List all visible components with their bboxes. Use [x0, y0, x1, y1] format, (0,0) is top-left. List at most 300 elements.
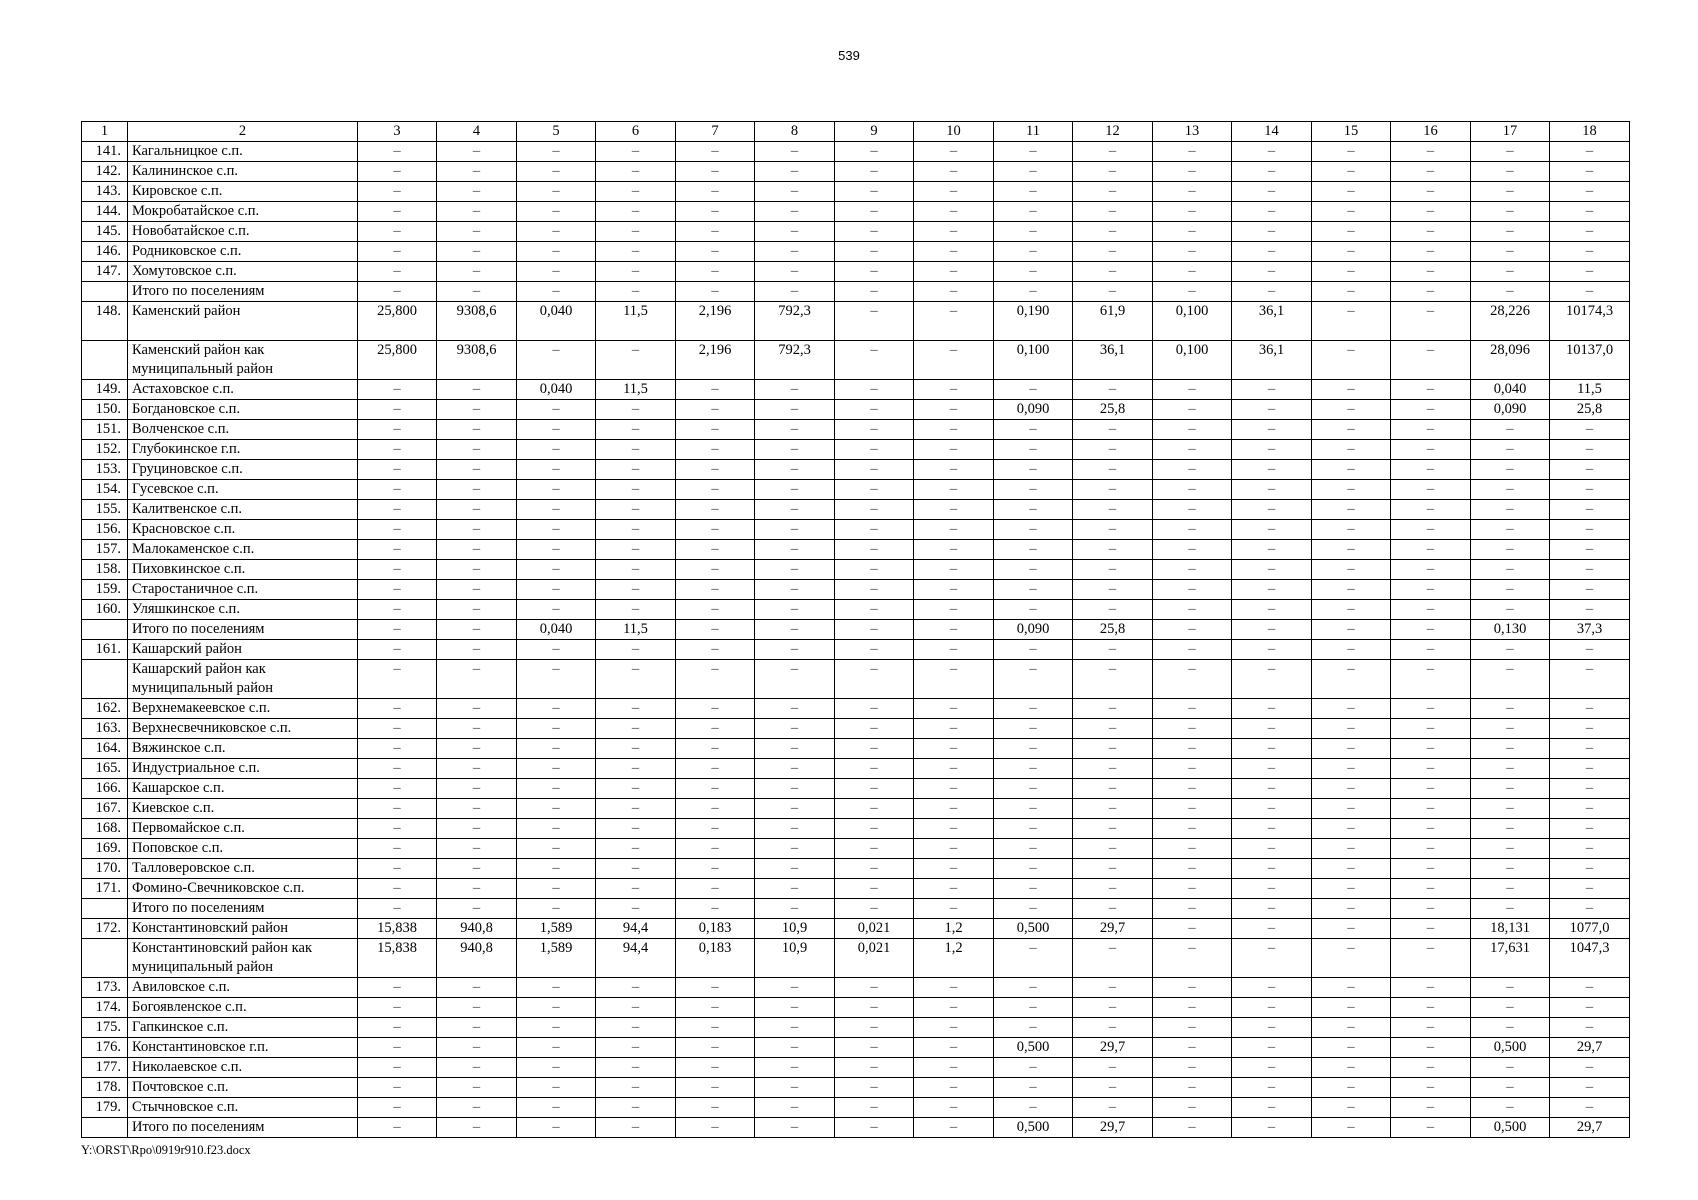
value-cell: – — [835, 1038, 914, 1058]
value-cell: – — [1312, 839, 1391, 859]
settlement-name: Николаевское с.п. — [128, 1058, 358, 1078]
settlement-name: Старостаничное с.п. — [128, 580, 358, 600]
page-number: 539 — [838, 48, 860, 63]
value-cell: – — [1391, 739, 1471, 759]
value-cell: – — [437, 779, 517, 799]
value-cell: – — [1391, 779, 1471, 799]
row-number: 162. — [82, 699, 128, 719]
value-cell: – — [517, 1118, 596, 1138]
value-cell: – — [1471, 739, 1550, 759]
value-cell: – — [1153, 879, 1232, 899]
value-cell: – — [1153, 919, 1232, 939]
table-row — [82, 879, 1630, 899]
value-cell: – — [517, 719, 596, 739]
settlement-name: Кашарский район — [128, 640, 358, 660]
value-cell: – — [1391, 182, 1471, 202]
value-cell: – — [1232, 282, 1312, 302]
row-number: 142. — [82, 162, 128, 182]
value-cell: – — [1232, 879, 1312, 899]
value-cell: 1077,0 — [1550, 919, 1630, 939]
column-header: 4 — [437, 122, 517, 142]
value-cell: – — [914, 719, 994, 739]
table-row — [82, 620, 1630, 640]
value-cell: – — [1073, 380, 1153, 400]
value-cell: – — [676, 640, 755, 660]
value-cell: – — [1312, 520, 1391, 540]
value-cell: – — [914, 799, 994, 819]
row-number: 161. — [82, 640, 128, 660]
value-cell: – — [1391, 859, 1471, 879]
value-cell: – — [835, 839, 914, 859]
value-cell: – — [437, 540, 517, 560]
value-cell: – — [755, 282, 835, 302]
value-cell: – — [596, 440, 676, 460]
value-cell: – — [596, 998, 676, 1018]
table-row — [82, 939, 1630, 978]
row-number: 158. — [82, 560, 128, 580]
value-cell: – — [1312, 1018, 1391, 1038]
value-cell: – — [358, 400, 437, 420]
settlement-name: Фомино-Свечниковское с.п. — [128, 879, 358, 899]
value-cell: – — [1312, 500, 1391, 520]
value-cell: – — [1232, 560, 1312, 580]
value-cell: – — [914, 480, 994, 500]
value-cell: – — [1073, 420, 1153, 440]
value-cell: – — [1073, 1078, 1153, 1098]
value-cell: – — [1312, 480, 1391, 500]
value-cell: – — [358, 799, 437, 819]
value-cell: – — [914, 580, 994, 600]
value-cell: – — [358, 380, 437, 400]
value-cell: – — [1232, 520, 1312, 540]
value-cell: – — [1073, 899, 1153, 919]
value-cell: – — [1073, 162, 1153, 182]
value-cell: – — [1153, 699, 1232, 719]
value-cell: – — [1153, 500, 1232, 520]
value-cell: – — [1073, 142, 1153, 162]
value-cell: – — [835, 341, 914, 380]
value-cell: – — [517, 341, 596, 380]
value-cell: 0,040 — [517, 620, 596, 640]
value-cell: – — [1153, 580, 1232, 600]
value-cell: – — [1232, 779, 1312, 799]
value-cell: – — [676, 859, 755, 879]
value-cell: – — [1153, 242, 1232, 262]
value-cell: – — [755, 460, 835, 480]
value-cell: – — [1550, 540, 1630, 560]
value-cell: – — [517, 580, 596, 600]
value-cell: – — [517, 242, 596, 262]
value-cell: – — [1232, 859, 1312, 879]
value-cell: – — [596, 799, 676, 819]
table-row — [82, 142, 1630, 162]
value-cell: – — [755, 839, 835, 859]
value-cell: – — [676, 202, 755, 222]
value-cell: – — [1391, 899, 1471, 919]
value-cell: – — [1391, 560, 1471, 580]
settlement-name: Киевское с.п. — [128, 799, 358, 819]
value-cell: – — [517, 420, 596, 440]
value-cell: – — [1153, 1098, 1232, 1118]
table-row — [82, 640, 1630, 660]
value-cell: – — [755, 998, 835, 1018]
value-cell: – — [1550, 1098, 1630, 1118]
value-cell: – — [1312, 460, 1391, 480]
value-cell: – — [676, 1098, 755, 1118]
value-cell: – — [358, 1098, 437, 1118]
value-cell: – — [1312, 879, 1391, 899]
value-cell: – — [1550, 699, 1630, 719]
value-cell: 0,190 — [994, 302, 1073, 341]
value-cell: – — [1232, 400, 1312, 420]
value-cell: – — [676, 400, 755, 420]
value-cell: – — [1073, 939, 1153, 978]
value-cell: – — [1391, 262, 1471, 282]
value-cell: – — [1073, 202, 1153, 222]
value-cell: 0,100 — [1153, 341, 1232, 380]
value-cell: – — [676, 262, 755, 282]
value-cell: 0,183 — [676, 939, 755, 978]
value-cell: – — [994, 520, 1073, 540]
value-cell: – — [835, 480, 914, 500]
value-cell: – — [1153, 719, 1232, 739]
value-cell: – — [358, 1118, 437, 1138]
column-header: 10 — [914, 122, 994, 142]
value-cell: – — [1471, 640, 1550, 660]
settlement-name: Талловеровское с.п. — [128, 859, 358, 879]
value-cell: – — [517, 640, 596, 660]
value-cell: – — [1073, 699, 1153, 719]
value-cell: – — [1312, 1118, 1391, 1138]
value-cell: – — [596, 202, 676, 222]
value-cell: – — [1550, 879, 1630, 899]
row-number: 171. — [82, 879, 128, 899]
value-cell: – — [755, 779, 835, 799]
value-cell: – — [1232, 978, 1312, 998]
value-cell: – — [1232, 759, 1312, 779]
value-cell: – — [1153, 262, 1232, 282]
value-cell: – — [1471, 859, 1550, 879]
value-cell: 11,5 — [1550, 380, 1630, 400]
value-cell: – — [358, 242, 437, 262]
value-cell: – — [1232, 222, 1312, 242]
row-number: 178. — [82, 1078, 128, 1098]
value-cell: – — [914, 978, 994, 998]
settlement-name: Груциновское с.п. — [128, 460, 358, 480]
row-number: 146. — [82, 242, 128, 262]
value-cell: – — [596, 540, 676, 560]
value-cell: – — [835, 600, 914, 620]
value-cell: – — [1232, 202, 1312, 222]
value-cell: 11,5 — [596, 380, 676, 400]
value-cell: – — [437, 520, 517, 540]
value-cell: – — [1471, 500, 1550, 520]
settlement-name: Малокаменское с.п. — [128, 540, 358, 560]
value-cell: – — [835, 899, 914, 919]
table-row — [82, 540, 1630, 560]
value-cell: – — [1391, 341, 1471, 380]
value-cell: – — [676, 222, 755, 242]
value-cell: – — [358, 739, 437, 759]
value-cell: – — [1232, 420, 1312, 440]
row-number: 159. — [82, 580, 128, 600]
value-cell: – — [596, 520, 676, 540]
row-number: 150. — [82, 400, 128, 420]
value-cell: – — [1232, 242, 1312, 262]
column-header: 13 — [1153, 122, 1232, 142]
value-cell: – — [755, 142, 835, 162]
value-cell: – — [596, 341, 676, 380]
value-cell: – — [517, 1078, 596, 1098]
value-cell: – — [437, 1058, 517, 1078]
value-cell: – — [596, 182, 676, 202]
value-cell: – — [358, 699, 437, 719]
value-cell: – — [517, 142, 596, 162]
settlement-name: Константиновский район — [128, 919, 358, 939]
value-cell: – — [1073, 282, 1153, 302]
value-cell: – — [1232, 1098, 1312, 1118]
value-cell: – — [1153, 660, 1232, 699]
value-cell: – — [1391, 202, 1471, 222]
value-cell: – — [437, 839, 517, 859]
value-cell: – — [755, 719, 835, 739]
value-cell: – — [1471, 282, 1550, 302]
value-cell: – — [835, 540, 914, 560]
value-cell: – — [1471, 1098, 1550, 1118]
row-number: 172. — [82, 919, 128, 939]
value-cell: – — [437, 222, 517, 242]
value-cell: – — [835, 302, 914, 341]
value-cell: – — [1073, 719, 1153, 739]
value-cell: – — [517, 839, 596, 859]
value-cell: – — [1073, 500, 1153, 520]
value-cell: – — [1550, 600, 1630, 620]
value-cell: – — [1073, 1098, 1153, 1118]
value-cell: – — [437, 1018, 517, 1038]
value-cell: – — [676, 460, 755, 480]
value-cell: – — [437, 242, 517, 262]
value-cell: – — [914, 859, 994, 879]
value-cell: – — [1312, 202, 1391, 222]
value-cell: – — [994, 500, 1073, 520]
value-cell: – — [1312, 1078, 1391, 1098]
value-cell: – — [437, 719, 517, 739]
value-cell: – — [676, 759, 755, 779]
value-cell: – — [1312, 640, 1391, 660]
value-cell: 0,040 — [517, 302, 596, 341]
row-number: 153. — [82, 460, 128, 480]
value-cell: 29,7 — [1073, 1038, 1153, 1058]
value-cell: – — [358, 1058, 437, 1078]
value-cell: – — [1471, 142, 1550, 162]
value-cell: – — [835, 142, 914, 162]
value-cell: – — [755, 480, 835, 500]
value-cell: – — [1153, 380, 1232, 400]
value-cell: – — [1471, 600, 1550, 620]
column-header: 15 — [1312, 122, 1391, 142]
value-cell: – — [1232, 162, 1312, 182]
settlement-name: Верхнесвечниковское с.п. — [128, 719, 358, 739]
settlement-name: Константиновский район как муниципальный район — [128, 939, 358, 978]
value-cell: 0,500 — [1471, 1038, 1550, 1058]
value-cell: – — [437, 799, 517, 819]
value-cell: – — [596, 879, 676, 899]
value-cell: – — [1312, 998, 1391, 1018]
value-cell: – — [1471, 182, 1550, 202]
value-cell: – — [1550, 142, 1630, 162]
value-cell: – — [437, 202, 517, 222]
value-cell: 1,589 — [517, 919, 596, 939]
value-cell: – — [1153, 939, 1232, 978]
table-row — [82, 182, 1630, 202]
value-cell: – — [1153, 600, 1232, 620]
value-cell: 9308,6 — [437, 341, 517, 380]
row-number: 151. — [82, 420, 128, 440]
value-cell: – — [676, 739, 755, 759]
value-cell: – — [676, 699, 755, 719]
table-row — [82, 202, 1630, 222]
value-cell: 11,5 — [596, 302, 676, 341]
value-cell: – — [1391, 1078, 1471, 1098]
settlement-name: Уляшкинское с.п. — [128, 600, 358, 620]
value-cell: – — [1153, 779, 1232, 799]
settlement-name: Кашарский район как муниципальный район — [128, 660, 358, 699]
value-cell: – — [755, 1018, 835, 1038]
value-cell: – — [1232, 719, 1312, 739]
value-cell: – — [835, 819, 914, 839]
value-cell: – — [517, 1098, 596, 1118]
value-cell: – — [676, 660, 755, 699]
value-cell: – — [517, 660, 596, 699]
value-cell: – — [1391, 142, 1471, 162]
table-row — [82, 380, 1630, 400]
value-cell: – — [994, 998, 1073, 1018]
value-cell: – — [1550, 500, 1630, 520]
value-cell: – — [1153, 520, 1232, 540]
value-cell: – — [1312, 600, 1391, 620]
value-cell: – — [755, 560, 835, 580]
value-cell: – — [437, 1038, 517, 1058]
data-table — [81, 121, 1630, 1138]
value-cell: – — [1550, 799, 1630, 819]
value-cell: – — [1471, 998, 1550, 1018]
value-cell: – — [1153, 859, 1232, 879]
value-cell: 10,9 — [755, 919, 835, 939]
value-cell: – — [1391, 719, 1471, 739]
value-cell: – — [517, 799, 596, 819]
table-row — [82, 919, 1630, 939]
value-cell: – — [914, 142, 994, 162]
value-cell: – — [676, 500, 755, 520]
value-cell: – — [517, 480, 596, 500]
table-row — [82, 799, 1630, 819]
value-cell: – — [596, 480, 676, 500]
settlement-name: Итого по поселениям — [128, 899, 358, 919]
row-number — [82, 341, 128, 380]
value-cell: – — [1153, 799, 1232, 819]
table-row — [82, 440, 1630, 460]
value-cell: 940,8 — [437, 939, 517, 978]
value-cell: – — [1232, 600, 1312, 620]
value-cell: – — [437, 1098, 517, 1118]
value-cell: 25,8 — [1073, 400, 1153, 420]
value-cell: – — [994, 600, 1073, 620]
value-cell: – — [1391, 282, 1471, 302]
value-cell: – — [1391, 998, 1471, 1018]
value-cell: 0,500 — [1471, 1118, 1550, 1138]
value-cell: – — [1153, 400, 1232, 420]
value-cell: – — [1550, 998, 1630, 1018]
value-cell: – — [596, 560, 676, 580]
value-cell: – — [1232, 1038, 1312, 1058]
value-cell: – — [437, 282, 517, 302]
row-number: 177. — [82, 1058, 128, 1078]
value-cell: – — [914, 879, 994, 899]
value-cell: – — [517, 998, 596, 1018]
value-cell: – — [358, 719, 437, 739]
value-cell: – — [358, 640, 437, 660]
value-cell: – — [1471, 540, 1550, 560]
value-cell: – — [755, 1078, 835, 1098]
value-cell: – — [1153, 460, 1232, 480]
table-row — [82, 660, 1630, 699]
value-cell: – — [994, 480, 1073, 500]
value-cell: – — [1153, 998, 1232, 1018]
value-cell: – — [517, 1018, 596, 1038]
value-cell: – — [994, 640, 1073, 660]
value-cell: 28,096 — [1471, 341, 1550, 380]
value-cell: 94,4 — [596, 919, 676, 939]
table-row — [82, 600, 1630, 620]
table-row — [82, 819, 1630, 839]
value-cell: – — [437, 699, 517, 719]
value-cell: – — [914, 998, 994, 1018]
value-cell: 0,021 — [835, 919, 914, 939]
value-cell: – — [1550, 520, 1630, 540]
value-cell: 1047,3 — [1550, 939, 1630, 978]
value-cell: – — [358, 839, 437, 859]
row-number: 168. — [82, 819, 128, 839]
value-cell: – — [1312, 182, 1391, 202]
settlement-name: Мокробатайское с.п. — [128, 202, 358, 222]
value-cell: – — [1232, 899, 1312, 919]
value-cell: – — [596, 500, 676, 520]
settlement-name: Индустриальное с.п. — [128, 759, 358, 779]
value-cell: – — [914, 420, 994, 440]
value-cell: – — [1391, 520, 1471, 540]
value-cell: – — [517, 1038, 596, 1058]
column-header: 9 — [835, 122, 914, 142]
value-cell: – — [1312, 302, 1391, 341]
value-cell: – — [1312, 1098, 1391, 1118]
value-cell: 940,8 — [437, 919, 517, 939]
value-cell: – — [1471, 580, 1550, 600]
value-cell: 0,500 — [994, 1038, 1073, 1058]
value-cell: – — [517, 400, 596, 420]
value-cell: – — [358, 779, 437, 799]
value-cell: – — [1312, 262, 1391, 282]
table-row — [82, 779, 1630, 799]
value-cell: – — [1391, 799, 1471, 819]
value-cell: 61,9 — [1073, 302, 1153, 341]
value-cell: 25,800 — [358, 341, 437, 380]
value-cell: 10,9 — [755, 939, 835, 978]
value-cell: – — [1232, 739, 1312, 759]
value-cell: – — [358, 998, 437, 1018]
value-cell: – — [994, 540, 1073, 560]
value-cell: – — [755, 440, 835, 460]
value-cell: – — [676, 978, 755, 998]
